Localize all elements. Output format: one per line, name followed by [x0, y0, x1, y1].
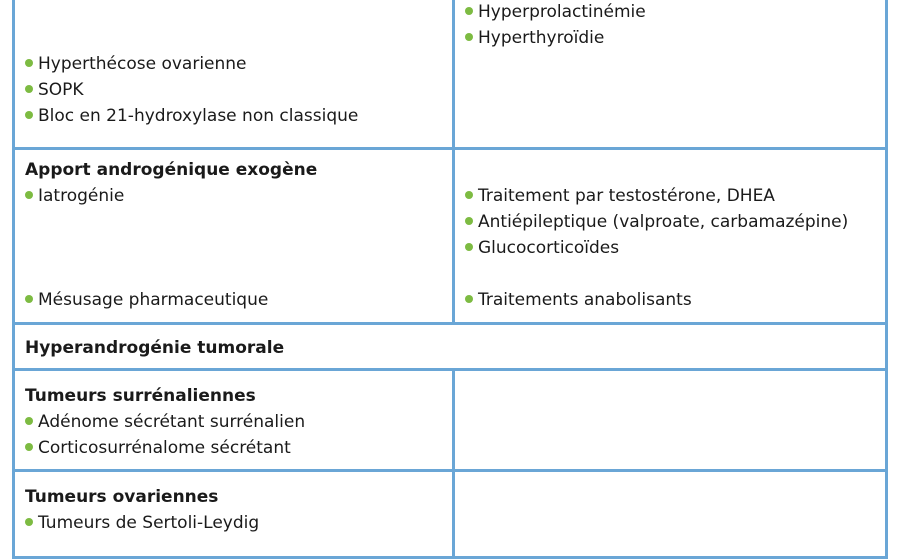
- row3-cell: [15, 325, 885, 368]
- table-row: [12, 368, 888, 472]
- list-item: Corticosurrénalome sécrétant: [25, 435, 291, 461]
- table-row: [12, 147, 888, 325]
- section-header: Hyperandrogénie tumorale: [25, 338, 285, 358]
- section-header: Tumeurs ovariennes: [25, 487, 219, 507]
- row1-right-cell: [452, 0, 885, 147]
- list-item: Mésusage pharmaceutique: [25, 287, 268, 313]
- list-item: Hyperthécose ovarienne: [25, 51, 247, 77]
- list-item: SOPK: [25, 77, 84, 103]
- row5-left-cell: [15, 472, 452, 556]
- section-header: Tumeurs surrénaliennes: [25, 386, 256, 406]
- row1-left-cell: [15, 0, 452, 147]
- row4-left-cell: [15, 371, 452, 469]
- list-item: Hyperthyroïdie: [465, 25, 604, 51]
- list-item: Traitement par testostérone, DHEA: [465, 183, 775, 209]
- section-header: Apport androgénique exogène: [25, 160, 318, 180]
- row4-right-cell: [452, 371, 885, 469]
- row2-left-cell: [15, 150, 452, 322]
- list-item: Iatrogénie: [25, 183, 124, 209]
- table-row: [12, 0, 888, 150]
- list-item: Antiépileptique (valproate, carbamazépine): [465, 209, 848, 235]
- table-row: [12, 469, 888, 559]
- list-item: Hyperprolactinémie: [465, 0, 646, 25]
- list-item: Tumeurs de Sertoli-Leydig: [25, 510, 259, 536]
- list-item: Adénome sécrétant surrénalien: [25, 409, 305, 435]
- list-item: Traitements anabolisants: [465, 287, 692, 313]
- row5-right-cell: [452, 472, 885, 556]
- table-row: [12, 322, 888, 371]
- row2-right-cell: [452, 150, 885, 322]
- list-item: Bloc en 21-hydroxylase non classique: [25, 103, 358, 129]
- list-item: Glucocorticoïdes: [465, 235, 619, 261]
